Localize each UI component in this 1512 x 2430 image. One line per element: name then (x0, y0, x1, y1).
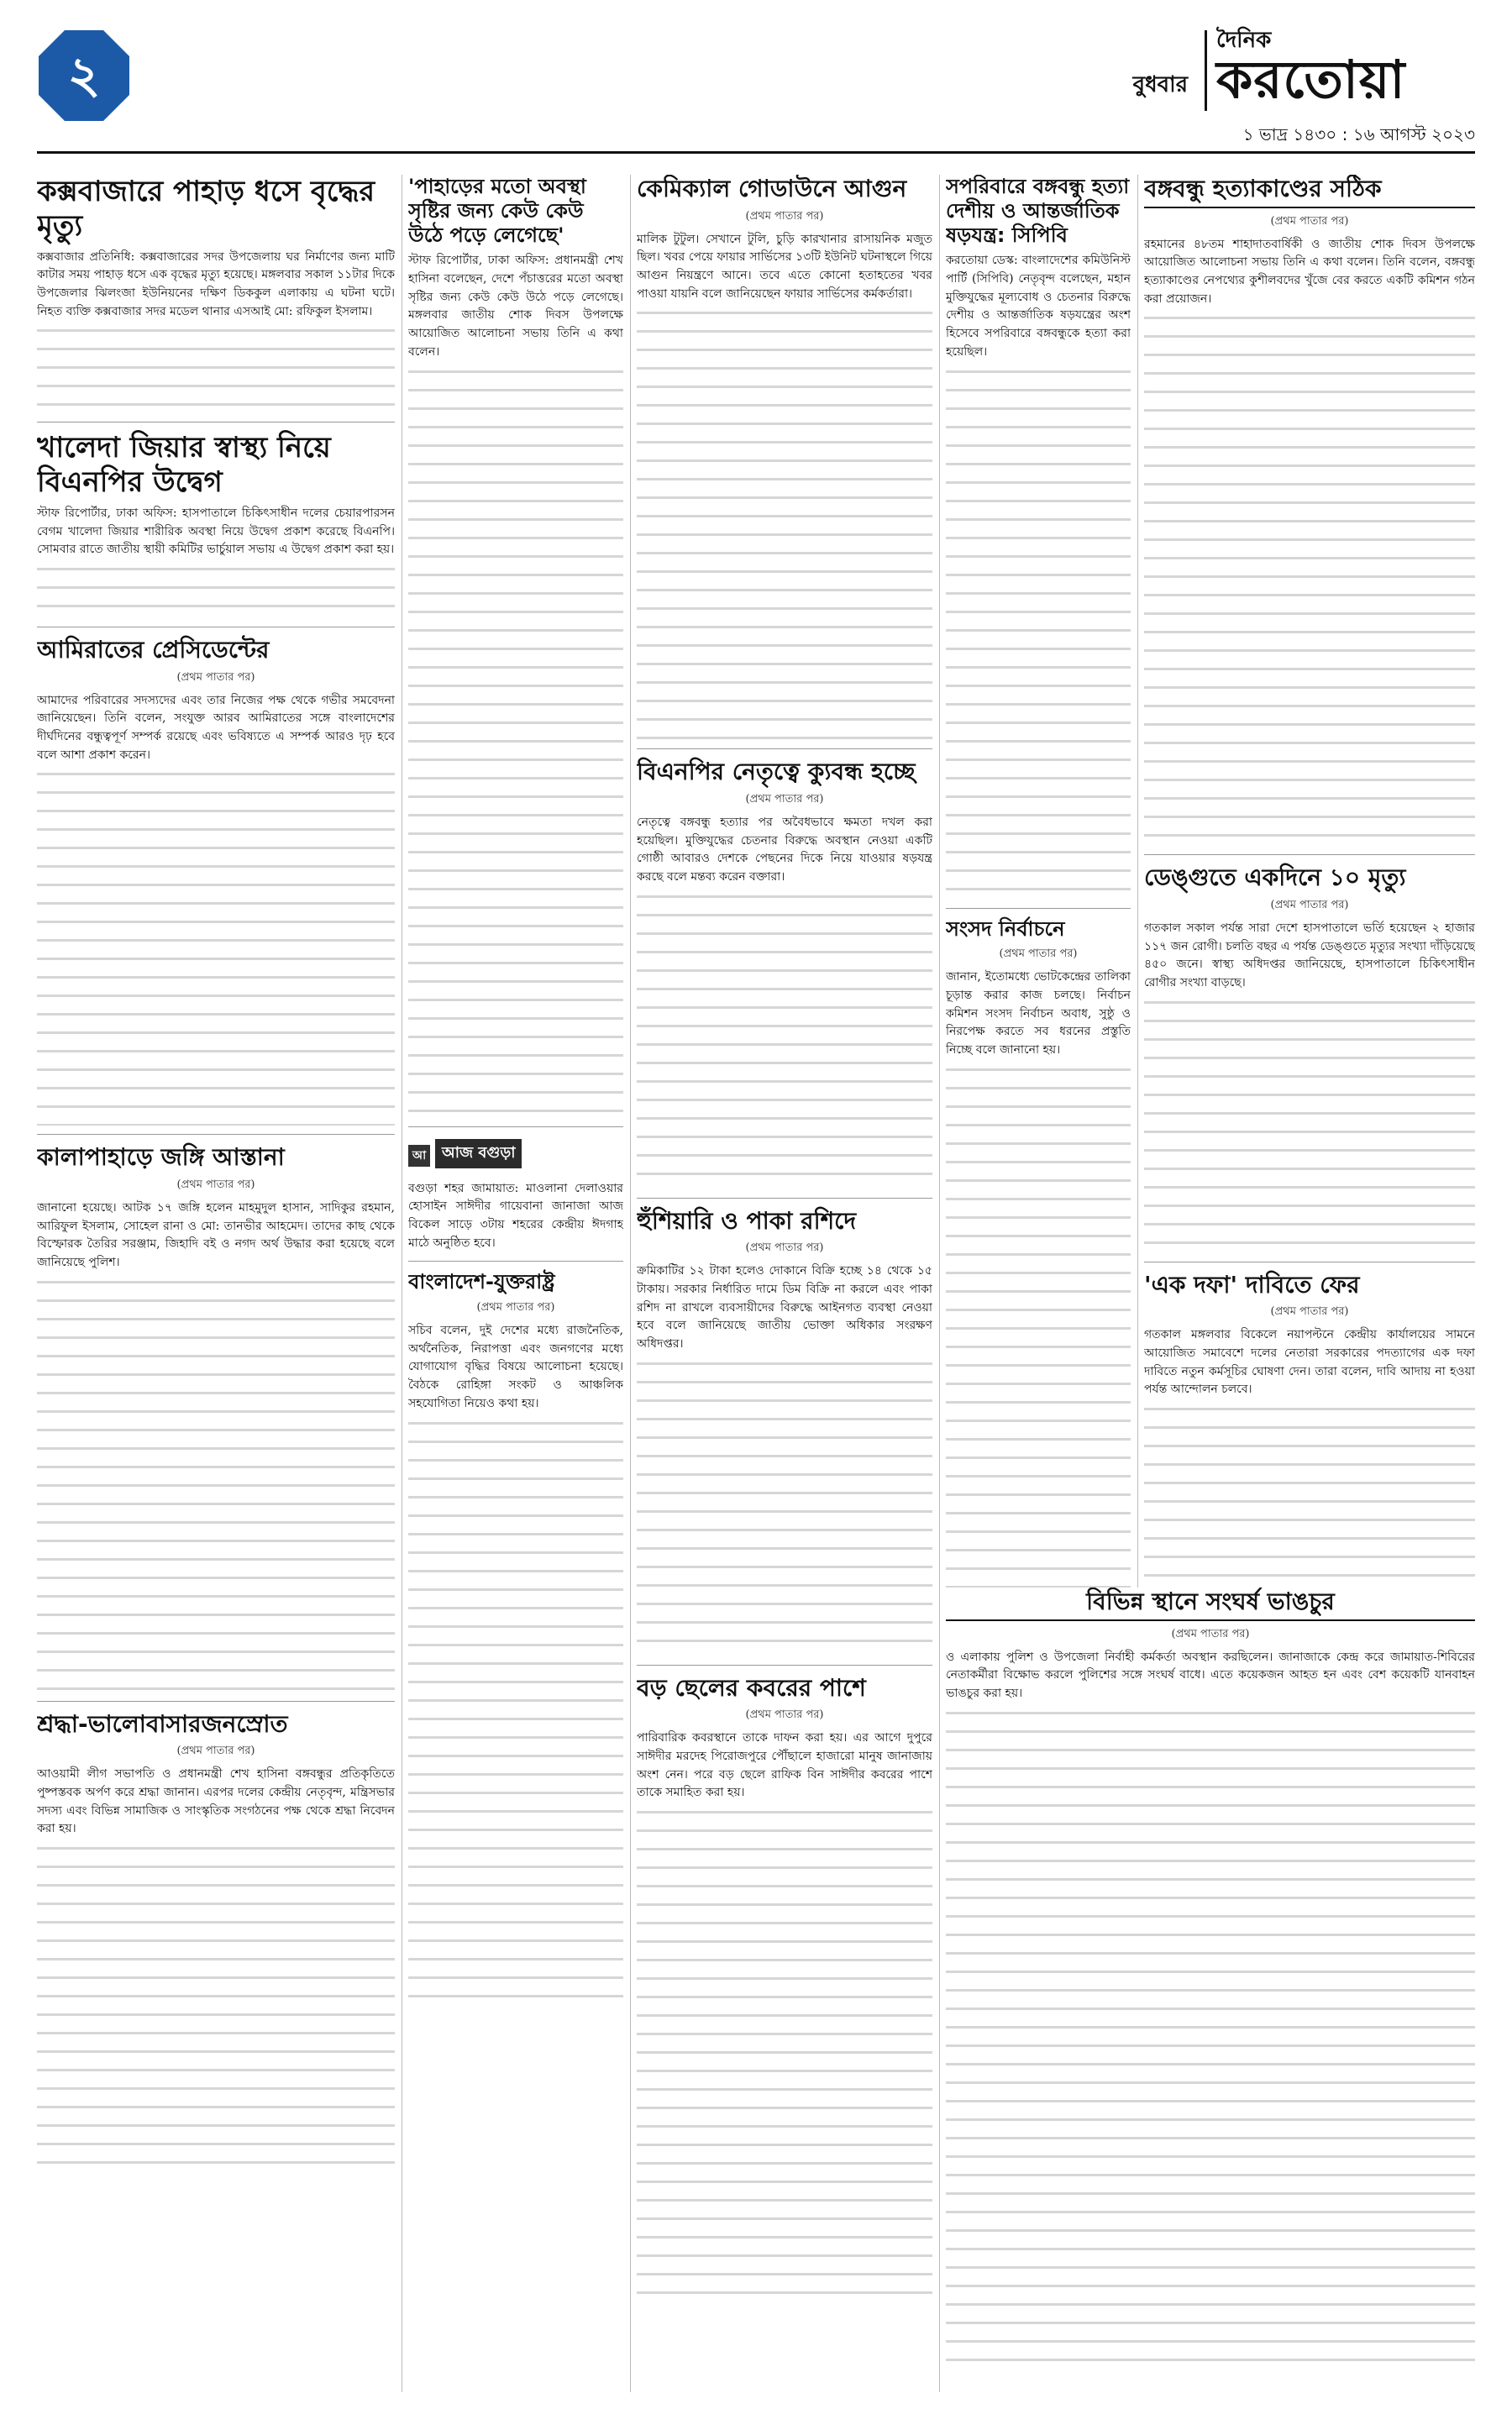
jump-line: (প্রথম পাতার পর) (745, 1241, 824, 1255)
story-body: রহমানের ৪৮তম শাহাদাতবার্ষিকী ও জাতীয় শোক দিবস উপলক্ষে আয়োজিত আলোচনা সভায় তিনি এ কথা বলেন। তিনি বলেন, বঙ্গবন্ধু হত্যাকাণ্ডের নেপথ্যের কুশীলবদের খুঁজে বের করতে একটি কমিশন গঠন করা প্রয়োজন। (1144, 237, 1475, 306)
story-separator (637, 748, 932, 749)
headline: খালেদা জিয়ার স্বাস্থ্য নিয়ে বিএনপির উদ্বেগ (37, 431, 331, 500)
story-body: আমাদের পরিবারের সদস্যদের এবং তার নিজের পক্ষ থেকে গভীর সমবেদনা জানিয়েছেন। তিনি বলেন, সংযুক্ত আরব আমিরাতের সঙ্গে বাংলাদেশের দীর্ঘদিনের বন্ধুত্বপূর্ণ সম্পর্ক রয়েছে এবং ভবিষ্যতে এ সম্পর্ক আরও দৃঢ় হবে বলে আশা প্রকাশ করেন। (37, 693, 395, 762)
headline: সংসদ নির্বাচনে (946, 916, 1065, 941)
story-kalapahar (37, 1143, 395, 1692)
story-pahar-situation (408, 175, 623, 1118)
jump-line: (প্রথম পাতার পর) (1171, 1627, 1250, 1640)
text-block (637, 1354, 932, 1656)
story-one-point (1144, 1271, 1475, 1609)
jump-line: (প্রথম পাতার পর) (999, 947, 1078, 961)
weekday: বুধবার (1132, 72, 1188, 97)
page-number-badge (37, 29, 131, 123)
story-separator (408, 1126, 623, 1127)
jump-line: (প্রথম পাতার পর) (176, 670, 255, 684)
headline: কেমিক্যাল গোডাউনে আগুন (637, 175, 907, 202)
story-separator (637, 1198, 932, 1199)
story-warning-rashid (637, 1207, 932, 1656)
headline: আমিরাতের প্রেসিডেন্টের (37, 636, 270, 664)
story-body: গতকাল সকাল পর্যন্ত সারা দেশে হাসপাতালে ভর্তি হয়েছেন ২ হাজার ১১৭ জন রোগী। চলতি বছর এ পর্যন্ত ডেঙ্গুতে মৃত্যুর সংখ্যা দাঁড়িয়েছে ৪৫০ জনে। স্বাস্থ্য অধিদপ্তর জানিয়েছে, হাসপাতালে চিকিৎসাধীন রোগীর সংখ্যা বাড়ছে। (1144, 921, 1475, 989)
story-body: গতকাল মঙ্গলবার বিকেলে নয়াপল্টনে কেন্দ্রীয় কার্যালয়ের সামনে আয়োজিত সমাবেশে দলের নেতারা সরকারের পদত্যাগের এক দফা দাবিতে নতুন কর্মসূচির ঘোষণা দেন। তারা বলেন, দাবি আদায় না হওয়া পর্যন্ত আন্দোলন চলবে। (1144, 1328, 1475, 1397)
story-separator (1144, 854, 1475, 855)
story-separator (408, 1261, 623, 1262)
story-separator (637, 1665, 932, 1666)
story-bd-us (408, 1270, 623, 2001)
story-sapribare (946, 175, 1131, 900)
story-cox-landslide (37, 175, 395, 413)
story-body: নেতৃত্বে বঙ্গবন্ধু হত্যার পর অবৈধভাবে ক্ষমতা দখল করা হয়েছিল। মুক্তিযুদ্ধের চেতনার বিরুদ্ধে অবস্থান নেওয়া একটি গোষ্ঠী আবারও দেশকে পেছনের দিকে নিয়ে যাওয়ার ষড়যন্ত্র করছে বলে মন্তব্য করেন বক্তারা। (637, 815, 932, 884)
text-block (637, 303, 932, 740)
headline: কালাপাহাড়ে জঙ্গি আস্তানা (37, 1143, 285, 1172)
headline: ডেঙ্গুতে একদিনে ১০ মৃত্যু (1144, 863, 1406, 892)
text-block (37, 1839, 395, 2175)
jump-line: (প্রথম পাতার পর) (745, 1708, 824, 1722)
paper-daily-label: দৈনিক (1216, 28, 1272, 53)
headline: বিভিন্ন স্থানে সংঘর্ষ ভাঙচুর (946, 1588, 1475, 1621)
headline: হুঁশিয়ারি ও পাকা রশিদে (637, 1206, 857, 1235)
column-2 (408, 175, 623, 2392)
text-block (946, 362, 1131, 900)
paper-name: করতোয়া (1216, 49, 1406, 110)
masthead (37, 24, 1475, 171)
column-divider (630, 175, 631, 2392)
story-separator (37, 1134, 395, 1135)
story-khaleda-health (37, 431, 395, 618)
jump-line: (প্রথম পাতার পর) (1270, 898, 1349, 911)
date-line: ১ ভাদ্র ১৪৩০ : ১৬ আগস্ট ২০২৩ (1242, 124, 1475, 144)
text-block (37, 559, 395, 618)
text-block (37, 1273, 395, 1693)
story-body: জানান, ইতোমধ্যে ভোটকেন্দ্রের তালিকা চূড়ান্ত করার কাজ চলছে। নির্বাচন কমিশন সংসদ নির্বাচন অবাধ, সুষ্ঠু ও নিরপেক্ষ করতে সব ধরনের প্রস্তুতি নিচ্ছে বলে জানানো হয়। (946, 970, 1131, 1058)
jump-line: (প্রথম পাতার পর) (176, 1178, 255, 1191)
jump-line: (প্রথম পাতার পর) (476, 1301, 555, 1315)
story-tribute (37, 1710, 395, 2175)
masthead-rule (37, 151, 1475, 154)
column-3 (637, 175, 932, 2392)
headline: শ্রদ্ধা-ভালোবাসারজনস্রোত (37, 1709, 288, 1738)
story-body: ও এলাকায় পুলিশ ও উপজেলা নির্বাহী কর্মকর্তা অবস্থান করছিলেন। জানাজাকে কেন্দ্র করে জামায়াত-শিবিরের নেতাকর্মীরা বিক্ষোভ করলে পুলিশের সঙ্গে সংঘর্ষ বাধে। এতে কয়েকজন আহত হন এবং বেশ কয়েকটি যানবাহন ভাঙচুর করা হয়। (946, 1650, 1475, 1700)
story-body: স্টাফ রিপোর্টার, ঢাকা অফিস: প্রধানমন্ত্রী শেখ হাসিনা বলেছেন, দেশে পঁচাত্তরের মতো অবস্থা সৃষ্টির জন্য কেউ কেউ উঠে পড়ে লেগেছে। মঙ্গলবার জাতীয় শোক দিবস উপলক্ষে আয়োজিত আলোচনা সভায় তিনি এ কথা বলেন। (408, 254, 623, 359)
text-block (946, 1703, 1475, 2375)
story-body: কক্সবাজার প্রতিনিধি: কক্সবাজারের সদর উপজেলায় ঘর নির্মাণের জন্য মাটি কাটার সময় পাহাড় ধসে এক বৃদ্ধের মৃত্যু হয়েছে। মঙ্গলবার সকাল ১১টার দিকে উপজেলার ঝিলংজা ইউনিয়নের দক্ষিণ ডিককুল এলাকায় এ ঘটনা ঘটে। নিহত ব্যক্তি কক্সবাজার সদর মডেল থানার এসআই মো: রফিকুল ইসলাম। (37, 249, 395, 318)
text-block (408, 1414, 623, 2002)
story-body: করতোয়া ডেস্ক: বাংলাদেশের কমিউনিস্ট পার্টি (সিপিবি) নেতৃবৃন্দ বলেছেন, মহান মুক্তিযুদ্ধের মূল্যবোধ ও চেতনার বিরুদ্ধে দেশীয় ও আন্তর্জাতিক ষড়যন্ত্রের অংশ হিসেবে সপরিবারে বঙ্গবন্ধুকে হত্যা করা হয়েছিল। (946, 254, 1131, 359)
jump-line: (প্রথম পাতার পর) (1270, 1305, 1349, 1319)
jump-line: (প্রথম পাতার পর) (176, 1745, 255, 1758)
column-1 (37, 175, 395, 2392)
column-divider (939, 175, 940, 2392)
headline: 'এক দফা' দাবিতে ফের (1144, 1270, 1360, 1299)
headline: কক্সবাজারে পাহাড় ধসে বৃদ্ধের মৃত্যু (37, 175, 375, 243)
jump-line: (প্রথম পাতার পর) (1270, 214, 1349, 228)
text-block (37, 321, 395, 413)
story-ajker-bogura (408, 1136, 623, 1253)
story-chemical-godown (637, 175, 932, 740)
text-block (1144, 1399, 1475, 1609)
headline: বিএনপির নেতৃত্বে ক্যুবন্ধ হচ্ছে (637, 758, 916, 786)
story-body: স্টাফ রিপোর্টার, ঢাকা অফিস: হাসপাতালে চিকিৎসাধীন দলের চেয়ারপারসন বেগম খালেদা জিয়ার শারীরিক অবস্থা নিয়ে উদ্বেগ প্রকাশ করেছে বিএনপি। সোমবার রাতে জাতীয় স্থায়ী কমিটির ভার্চুয়াল সভায় এ উদ্বেগ প্রকাশ করা হয়। (37, 506, 395, 557)
text-block (408, 362, 623, 1118)
page-number: ২ (67, 46, 101, 105)
text-block (37, 764, 395, 1126)
story-bangabandhu-trial (1144, 175, 1475, 846)
text-block (637, 887, 932, 1189)
paper-logo (1216, 29, 1475, 113)
masthead-divider (1205, 30, 1207, 111)
jump-line: (প্রথম পাতার পর) (745, 209, 824, 223)
calendar-icon: আ (408, 1145, 430, 1167)
story-body: জানানো হয়েছে। আটক ১৭ জঙ্গি হলেন মাহমুদুল হাসান, সাদিকুর রহমান, আরিফুল ইসলাম, সোহেল রানা ও মো: তানভীর আহমেদ। তাদের কাছ থেকে বিস্ফোরক তৈরির সরঞ্জাম, জিহাদি বই ও নগদ অর্থ উদ্ধার করা হয়েছে বলে জানিয়েছে পুলিশ। (37, 1200, 395, 1269)
headline: বাংলাদেশ-যুক্তরাষ্ট্র (408, 1270, 555, 1294)
story-body: সচিব বলেন, দুই দেশের মধ্যে রাজনৈতিক, অর্থনৈতিক, নিরাপত্তা এবং জনগণের মধ্যে যোগাযোগ বৃদ্ধির বিষয়ে আলোচনা হয়েছে। বৈঠকে রোহিঙ্গা সংকট ও আঞ্চলিক সহযোগিতা নিয়েও কথা হয়। (408, 1324, 623, 1410)
story-separator (37, 1701, 395, 1702)
story-body: ক্রমিকাটির ১২ টাকা হলেও দোকানে বিক্রি হচ্ছে ১৪ থেকে ১৫ টাকায়। সরকার নির্ধারিত দামে ডিম বিক্রি না করলে এবং পাকা রশিদ না রাখলে ব্যবসায়ীদের বিরুদ্ধে আইনগত ব্যবস্থা নেওয়া হবে বলে জানিয়েছে জাতীয় ভোক্তা অধিকার সংরক্ষণ অধিদপ্তর। (637, 1264, 932, 1351)
text-block (637, 1803, 932, 2307)
jump-line: (প্রথম পাতার পর) (745, 792, 824, 806)
story-body: বগুড়া শহর জামায়াত: মাওলানা দেলাওয়ার হোসাইন সাঈদীর গায়েবানা জানাজা আজ বিকেল সাড়ে ৩টায় শহরের কেন্দ্রীয় ঈদগাহ মাঠে অনুষ্ঠিত হবে। (408, 1181, 623, 1250)
headline: বড় ছেলের কবরের পাশে (637, 1673, 866, 1702)
story-body: মালিক টুটুল। সেখানে টুলি, চুড়ি কারখানার রাসায়নিক মজুত ছিল। খবর পেয়ে ফায়ার সার্ভিসের ১৩টি ইউনিট ঘটনাস্থলে গিয়ে আগুন নিয়ন্ত্রণে আনে। তবে এতে কোনো হতাহতের খবর পাওয়া যায়নি বলে জানিয়েছেন ফায়ার সার্ভিসের কর্মকর্তারা। (637, 232, 932, 301)
story-body: আওয়ামী লীগ সভাপতি ও প্রধানমন্ত্রী শেখ হাসিনা বঙ্গবন্ধুর প্রতিকৃতিতে পুষ্পস্তবক অর্পণ করে শ্রদ্ধা জানান। এরপর দলের কেন্দ্রীয় নেতৃবৃন্দ, মন্ত্রিসভার সদস্য এবং বিভিন্ন সামাজিক ও সাংস্কৃতিক সংগঠনের পক্ষ থেকে শ্রদ্ধা নিবেদন করা হয়। (37, 1767, 395, 1836)
story-dengue (1144, 863, 1475, 1252)
text-block (1144, 993, 1475, 1253)
story-clash (946, 1588, 1475, 2392)
headline: 'পাহাড়ের মতো অবস্থা সৃষ্টির জন্য কেউ কেউ উঠে পড়ে লেগেছে' (408, 175, 586, 247)
story-america-president (37, 636, 395, 1126)
headline: বঙ্গবন্ধু হত্যাকাণ্ডের সঠিক (1144, 175, 1475, 208)
story-bnp-leadership (637, 758, 932, 1189)
section-strap: আজ বগুড়া (435, 1139, 522, 1168)
headline: সপরিবারে বঙ্গবন্ধু হত্যা দেশীয় ও আন্তর্জাতিক ষড়যন্ত্র: সিপিবি (946, 175, 1130, 247)
story-separator (946, 908, 1131, 909)
story-elder-son-grave (637, 1674, 932, 2307)
text-block (1144, 308, 1475, 846)
story-body: পারিবারিক কবরস্থানে তাকে দাফন করা হয়। এর আগে দুপুরে সাঈদীর মরদেহ পিরোজপুরে পৌঁছালে হাজারো মানুষ জানাজায় অংশ নেন। পরে বড় ছেলে রাফিক বিন সাঈদীর কবরের পাশে তাকে সমাহিত করা হয়। (637, 1731, 932, 1800)
ajker-bogura-logo (408, 1139, 522, 1173)
